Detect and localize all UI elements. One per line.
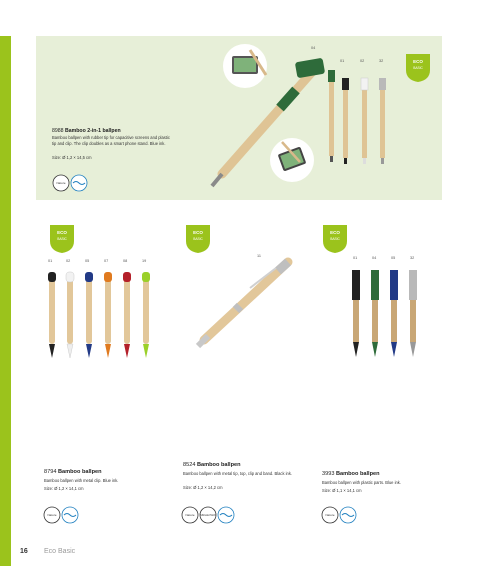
- section-label: Eco Basic: [44, 548, 76, 555]
- p3-code-04: 04: [372, 256, 377, 260]
- pen-variant-02: [361, 78, 368, 164]
- badge-eco-text: ECO: [413, 59, 423, 64]
- badge-basic-text: BASIC: [193, 237, 203, 241]
- nature-icon-text: Nature: [47, 513, 57, 517]
- hero-description: Bamboo ballpen with rubber tip for capacitive screens and plastic tip and clip. The clip doubles as a smart phone stand. Blue ink.: [52, 135, 170, 146]
- p2-title: [183, 462, 241, 468]
- p1-nature-icon: [44, 507, 60, 523]
- p3-sku: 3993: [322, 471, 335, 477]
- pen-p1-07: [104, 272, 112, 358]
- pen-p3-04: [371, 270, 379, 357]
- p2-single-pack-icon: [200, 507, 216, 523]
- p3-title: [322, 471, 380, 477]
- p1-code-01: 01: [48, 259, 53, 263]
- hero-code-01: 01: [340, 59, 345, 63]
- eco-basic-badge-p3: [323, 225, 347, 253]
- product-2-pen: [198, 262, 288, 346]
- nature-icon-text: Nature: [185, 513, 195, 517]
- hero-name: Bamboo 2-in-1 ballpen: [65, 128, 121, 134]
- badge-basic-text: BASIC: [330, 237, 340, 241]
- p1-name: Bamboo ballpen: [58, 469, 102, 475]
- page-number: 16: [20, 548, 28, 555]
- p3-nature-icon: [322, 507, 338, 523]
- p1-code-19: 19: [142, 259, 147, 263]
- pen-p1-05: [85, 272, 93, 358]
- p1-code-07: 07: [104, 259, 109, 263]
- phone-stand-photo: [223, 44, 267, 88]
- p1-code-08: 08: [123, 259, 128, 263]
- pen-variant-04: [328, 70, 335, 162]
- nature-icon-text: Nature: [325, 513, 335, 517]
- pen-variant-01: [342, 78, 349, 164]
- pen-p3-01: [352, 270, 360, 357]
- eco-basic-badge-hero: [406, 54, 430, 82]
- p3-ink-refill-icon: [340, 507, 356, 523]
- p1-code-02: 02: [66, 259, 71, 263]
- p2-nature-icon: [182, 507, 198, 523]
- p1-code-05: 05: [85, 259, 90, 263]
- p2-description: Bamboo ballpen with metal tip, top, clip and band. Black ink.: [183, 471, 293, 476]
- hero-sku: 8988: [52, 128, 64, 134]
- p2-size: Size: Ø 1,2 × 14,2 cm: [183, 485, 223, 490]
- p2-code-11: 11: [257, 254, 261, 258]
- pen-p1-02: [66, 272, 74, 358]
- p1-description: Bamboo ballpen with metal clip. Blue ink.: [44, 478, 119, 483]
- p3-code-32: 32: [410, 256, 415, 260]
- p1-title: [44, 469, 102, 475]
- p3-size: Size: Ø 1,1 × 14,1 cm: [322, 488, 362, 493]
- badge-basic-text: BASIC: [413, 66, 423, 70]
- badge-eco-text: ECO: [330, 230, 340, 235]
- hero-size: Size: Ø 1,2 × 14,5 cm: [52, 155, 92, 160]
- product-1-pens: [48, 272, 150, 358]
- eco-basic-badge-p1: [50, 225, 74, 253]
- p3-code-01: 01: [353, 256, 358, 260]
- stylus-photo: [270, 138, 314, 182]
- hero-code-32: 32: [379, 59, 384, 63]
- badge-eco-text: ECO: [193, 230, 203, 235]
- p1-size: Size: Ø 1,2 × 14,1 cm: [44, 486, 84, 491]
- nature-icon: [53, 175, 69, 191]
- ink-refill-icon: [71, 175, 87, 191]
- pen-p1-19: [142, 272, 150, 358]
- p3-name: Bamboo ballpen: [336, 471, 380, 477]
- p2-name: Bamboo ballpen: [197, 462, 241, 468]
- hero-pen-variants: [328, 70, 386, 164]
- hero-code-02: 02: [360, 59, 365, 63]
- p2-sku: 8524: [183, 462, 196, 468]
- product-3-pens: [352, 270, 417, 357]
- pen-variant-32: [379, 78, 386, 164]
- nature-icon-text: Nature: [56, 181, 66, 185]
- pen-p1-08: [123, 272, 131, 358]
- eco-basic-badge-p2: [186, 225, 210, 253]
- p2-ink-refill-icon: [218, 507, 234, 523]
- pen-p1-01: [48, 272, 56, 358]
- hero-title: [52, 128, 121, 134]
- hero-code-04: 04: [311, 46, 316, 50]
- pen-p3-05: [390, 270, 398, 357]
- p3-description: Bamboo ballpen with plastic parts. Blue ink.: [322, 480, 401, 485]
- single-pack-text: SINGLE PACK: [200, 514, 216, 517]
- p1-ink-refill-icon: [62, 507, 78, 523]
- badge-eco-text: ECO: [57, 230, 67, 235]
- pen-p3-32: [409, 270, 417, 357]
- badge-basic-text: BASIC: [57, 237, 67, 241]
- p3-code-05: 05: [391, 256, 396, 260]
- p1-sku: 8794: [44, 469, 57, 475]
